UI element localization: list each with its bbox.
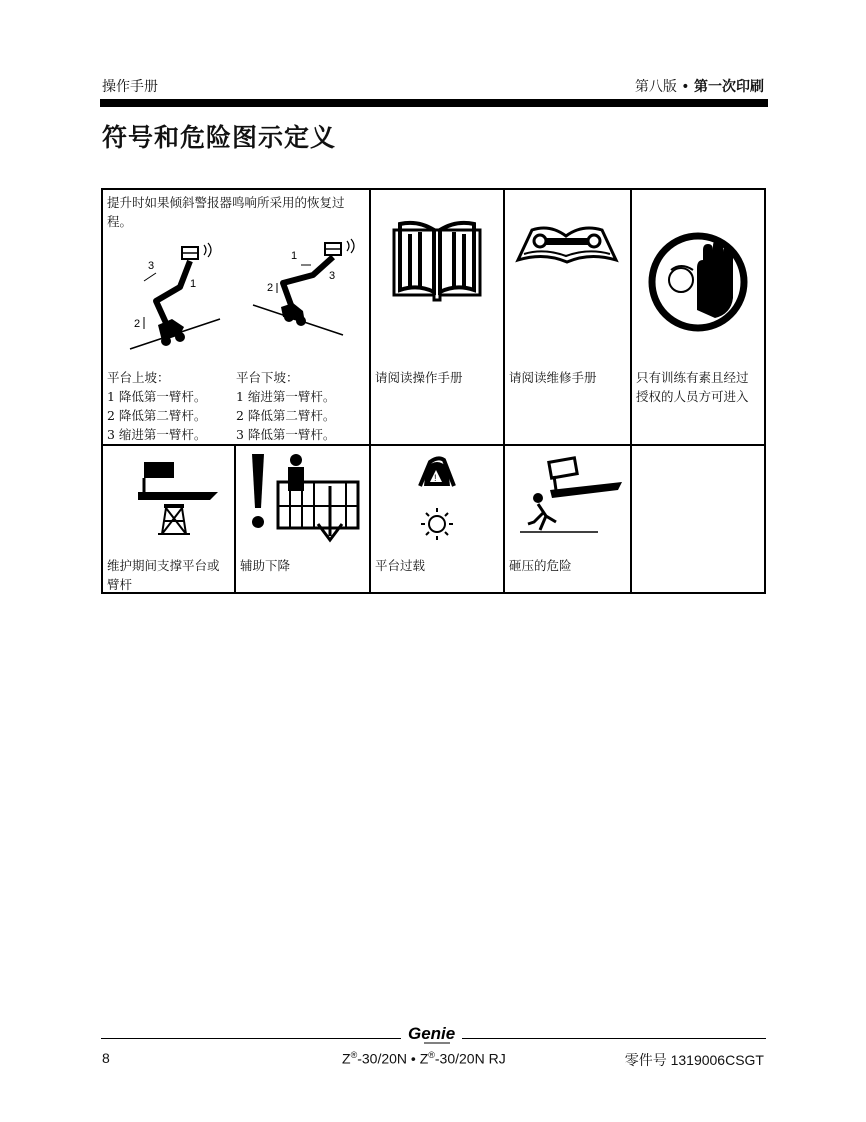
- downhill-label: 平台下坡：: [236, 370, 299, 385]
- svg-text:!: !: [434, 473, 437, 483]
- model-middle: -30/20N • Z: [357, 1050, 429, 1067]
- uphill-steps: [107, 368, 236, 444]
- downhill-figure: [236, 231, 369, 368]
- symbol-table: [101, 188, 766, 594]
- aux-lowering-cell: [235, 445, 370, 593]
- downhill-steps: [236, 368, 365, 444]
- support-stand-icon: [114, 446, 224, 556]
- registered-mark: ®: [428, 1050, 435, 1060]
- crush-hazard-cell: [504, 445, 631, 593]
- boom-downhill-icon: [243, 231, 363, 361]
- page-title: 符号和危险图示定义: [102, 123, 337, 152]
- fig-number: 1: [290, 250, 297, 262]
- aux-lowering-icon: [240, 446, 365, 556]
- header-print-label: 第一次印刷: [694, 79, 764, 95]
- header-manual-title: 操作手册: [102, 79, 158, 95]
- uphill-label: 平台上坡：: [107, 370, 170, 385]
- header-edition-label: 第八版: [634, 79, 677, 95]
- crush-hazard-icon: [510, 446, 625, 556]
- operator-manual-cell: [370, 189, 504, 445]
- tilt-alarm-cell: [102, 189, 370, 445]
- model-suffix: -30/20N RJ: [434, 1050, 506, 1067]
- service-manual-cell: [504, 189, 631, 445]
- part-number: 零件号 1319006CSGT: [624, 1052, 764, 1068]
- downhill-step: 1 缩进第一臂杆。: [236, 389, 336, 404]
- model-prefix: Z: [342, 1050, 351, 1067]
- operator-manual-label: 请阅读操作手册: [375, 370, 463, 385]
- trained-only-label: 只有训练有素且经过授权的人员方可进入: [636, 370, 749, 404]
- boom-uphill-icon: [110, 231, 230, 361]
- downhill-step: 2 降低第二臂杆。: [236, 408, 336, 423]
- crush-hazard-label: 砸压的危险: [509, 558, 572, 573]
- aux-lowering-label: 辅助下降: [240, 558, 291, 573]
- genie-logo: [406, 1022, 460, 1046]
- downhill-step: 3 降低第一臂杆。: [236, 427, 336, 442]
- header-rule: [100, 99, 768, 107]
- footer-rule-left: [101, 1038, 401, 1039]
- table-row: [102, 445, 765, 593]
- table-row: [102, 189, 765, 445]
- fig-number: 3: [147, 260, 154, 272]
- tilt-alarm-heading: 提升时如果倾斜警报器鸣响所采用的恢复过程。: [107, 195, 345, 229]
- trained-only-cell: [631, 189, 765, 445]
- fig-number: 2: [133, 318, 140, 330]
- service-manual-icon: [510, 190, 625, 360]
- header-separator: •: [676, 79, 694, 95]
- service-manual-label: 请阅读维修手册: [509, 370, 597, 385]
- book-icon: [382, 190, 492, 360]
- uphill-figure: [103, 231, 236, 368]
- footer-model: [342, 1050, 506, 1067]
- no-entry-hand-icon: [641, 190, 756, 360]
- overload-cell: [370, 445, 504, 593]
- header-edition: [635, 76, 764, 96]
- fig-number: 3: [328, 270, 335, 282]
- registered-mark: ®: [350, 1050, 358, 1060]
- empty-cell: [631, 445, 765, 593]
- fig-number: 2: [266, 282, 273, 294]
- uphill-step: 1 降低第一臂杆。: [107, 389, 207, 404]
- overload-label: 平台过载: [375, 558, 426, 573]
- footer-rule-right: [462, 1038, 766, 1039]
- fig-number: 1: [189, 278, 196, 290]
- uphill-step: 3 缩进第一臂杆。: [107, 427, 207, 442]
- logo-text: Genie: [408, 1024, 456, 1043]
- uphill-step: 2 降低第二臂杆。: [107, 408, 207, 423]
- overload-icon: [382, 446, 492, 556]
- support-platform-cell: [102, 445, 235, 593]
- support-platform-label: 维护期间支撑平台或臂杆: [107, 558, 220, 592]
- page-number: 8: [102, 1050, 110, 1066]
